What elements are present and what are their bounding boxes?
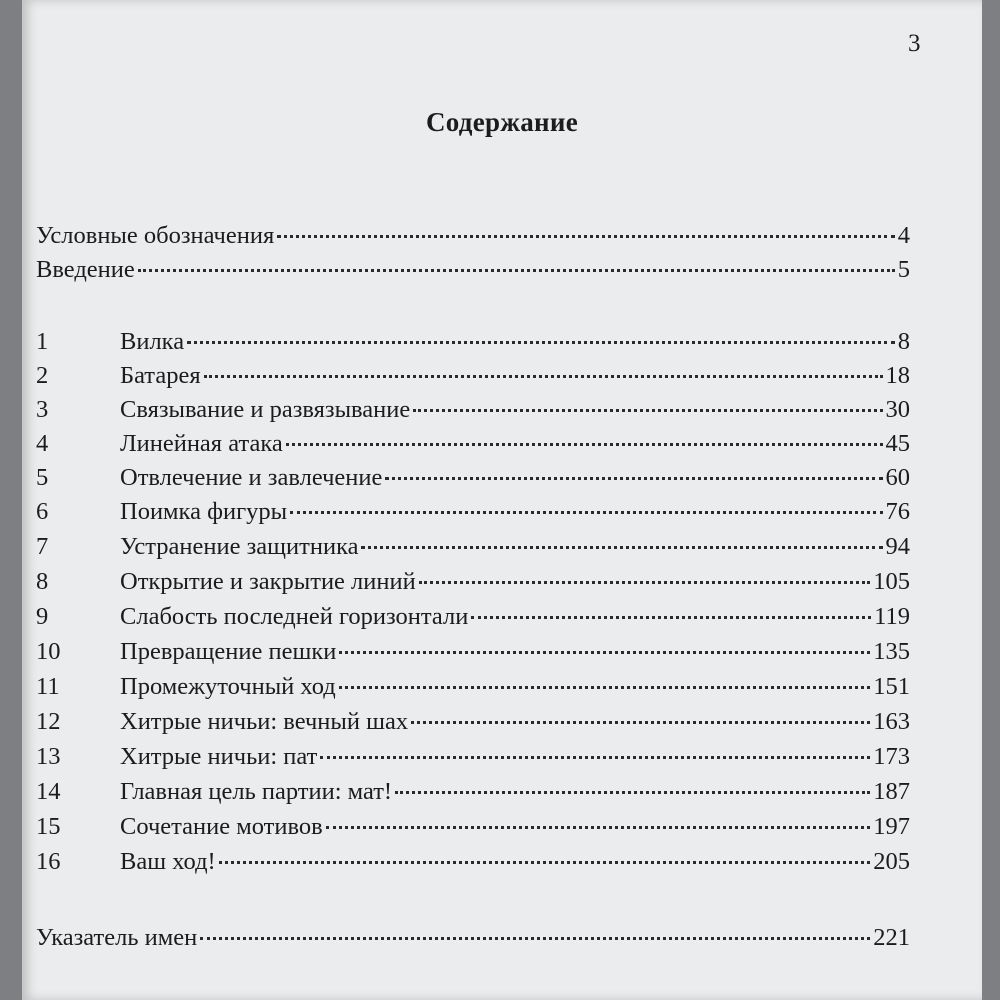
chapter-page: 94 — [885, 533, 910, 560]
chapter-number: 10 — [36, 638, 61, 665]
toc-chapter-entry — [36, 708, 910, 740]
chapter-number: 8 — [36, 568, 49, 595]
chapter-number: 7 — [36, 533, 49, 560]
toc-chapter-entry — [36, 498, 910, 530]
toc-entry-front — [36, 256, 910, 288]
chapter-number: 11 — [36, 673, 60, 700]
toc-chapter-entry — [36, 568, 910, 600]
dot-leader — [419, 581, 871, 584]
dot-leader — [326, 826, 871, 829]
chapter-number: 2 — [36, 362, 49, 389]
chapter-number: 14 — [36, 778, 61, 805]
chapter-number: 16 — [36, 848, 61, 875]
chapter-page: 173 — [873, 743, 910, 770]
dot-leader — [413, 409, 882, 412]
toc-chapter-entry — [36, 328, 910, 360]
dot-leader — [187, 341, 895, 344]
toc-entry-front — [36, 222, 910, 254]
chapter-page: 119 — [874, 603, 910, 630]
toc-chapter-entry — [36, 430, 910, 462]
dot-leader — [138, 269, 895, 272]
toc-entry-back — [36, 924, 910, 956]
dot-leader — [395, 791, 870, 794]
chapter-number: 9 — [36, 603, 49, 630]
chapter-title: Устранение защитника — [120, 533, 359, 560]
chapter-title: Промежуточный ход — [120, 673, 336, 700]
dot-leader — [219, 861, 871, 864]
chapter-title: Связывание и развязывание — [120, 396, 411, 423]
chapter-number: 5 — [36, 464, 49, 491]
chapter-title: Слабость последней горизонтали — [120, 603, 469, 630]
toc-chapter-entry — [36, 638, 910, 670]
dot-leader — [339, 651, 870, 654]
chapter-title: Линейная атака — [120, 430, 283, 457]
chapter-page: 187 — [873, 778, 910, 805]
toc-entry-label: Указатель имен — [36, 924, 198, 951]
dot-leader — [339, 686, 871, 689]
toc-title: Содержание — [425, 107, 579, 137]
chapter-title: Главная цель партии: мат! — [120, 778, 393, 805]
dot-leader — [320, 756, 870, 759]
dot-leader — [286, 443, 883, 446]
dot-leader — [200, 937, 870, 940]
chapter-number: 15 — [36, 813, 61, 840]
chapter-page: 205 — [873, 848, 910, 875]
chapter-title: Открытие и закрытие линий — [120, 568, 416, 595]
toc-chapter-entry — [36, 743, 910, 775]
dot-leader — [471, 616, 871, 619]
chapter-page: 8 — [897, 328, 910, 355]
dot-leader — [361, 546, 882, 549]
chapter-page: 30 — [885, 396, 910, 423]
toc-chapter-entry — [36, 673, 910, 705]
chapter-title: Сочетание мотивов — [120, 813, 323, 840]
chapter-number: 13 — [36, 743, 61, 770]
chapter-page: 163 — [873, 708, 910, 735]
chapter-page: 18 — [885, 362, 910, 389]
toc-chapter-entry — [36, 396, 910, 428]
book-page — [22, 0, 982, 1000]
chapter-title: Вилка — [120, 328, 185, 355]
toc-entry-label: Условные обозначения — [36, 222, 275, 249]
chapter-page: 60 — [885, 464, 910, 491]
toc-chapter-entry — [36, 533, 910, 565]
dot-leader — [290, 511, 882, 514]
toc-chapter-entry — [36, 362, 910, 394]
toc-entry-page: 5 — [897, 256, 910, 283]
chapter-title: Хитрые ничьи: пат — [120, 743, 318, 770]
dot-leader — [277, 235, 895, 238]
toc-chapter-entry — [36, 778, 910, 810]
chapter-number: 1 — [36, 328, 49, 355]
chapter-title: Хитрые ничьи: вечный шах — [120, 708, 409, 735]
chapter-number: 6 — [36, 498, 49, 525]
chapter-page: 135 — [873, 638, 910, 665]
toc-entry-page: 4 — [897, 222, 910, 249]
toc-chapter-entry — [36, 813, 910, 845]
toc-entry-label: Введение — [36, 256, 135, 283]
chapter-title: Превращение пешки — [120, 638, 337, 665]
chapter-page: 76 — [885, 498, 910, 525]
chapter-page: 105 — [873, 568, 910, 595]
toc-chapter-entry — [36, 603, 910, 635]
dot-leader — [385, 477, 882, 480]
toc-chapter-entry — [36, 464, 910, 496]
toc-entry-page: 221 — [873, 924, 910, 951]
chapter-number: 12 — [36, 708, 61, 735]
chapter-title: Ваш ход! — [120, 848, 216, 875]
chapter-number: 4 — [36, 430, 49, 457]
chapter-number: 3 — [36, 396, 49, 423]
page-number: 3 — [908, 30, 921, 57]
dot-leader — [411, 721, 870, 724]
chapter-page: 45 — [885, 430, 910, 457]
chapter-page: 151 — [873, 673, 910, 700]
chapter-title: Батарея — [120, 362, 201, 389]
chapter-page: 197 — [873, 813, 910, 840]
dot-leader — [204, 375, 883, 378]
chapter-title: Поимка фигуры — [120, 498, 288, 525]
chapter-title: Отвлечение и завлечение — [120, 464, 383, 491]
toc-chapter-entry — [36, 848, 910, 880]
